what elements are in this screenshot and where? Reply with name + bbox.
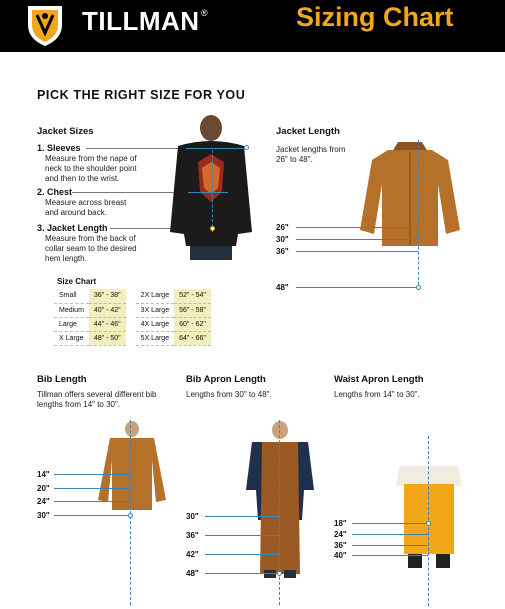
table-gap: [126, 317, 136, 331]
table-row: [54, 289, 211, 303]
bib-length-desc-1: Tillman offers several different bib: [37, 390, 157, 399]
chest-range-cell: 48" - 50": [89, 331, 126, 345]
sleeves-text-1: Measure from the nape of: [45, 154, 137, 163]
bib-apron-line-42: [205, 554, 279, 555]
jacket-line-36: [296, 251, 418, 252]
bib-mark-24: 24": [37, 497, 50, 506]
jacket-sizes-heading: Jacket Sizes: [37, 126, 94, 137]
sleeves-text-2: neck to the shoulder point: [45, 164, 137, 173]
jacket-length-text-1: Measure from the back of: [45, 234, 136, 243]
chest-measure-line: [188, 192, 228, 193]
waist-line-24: [352, 534, 428, 535]
table-row: [54, 331, 211, 345]
table-row: [54, 303, 211, 317]
bib-apron-mark-30: 30": [186, 512, 199, 521]
bib-jacket-image: [96, 420, 168, 512]
size-cell: 3X Large: [136, 303, 174, 317]
bib-apron-mark-48: 48": [186, 569, 199, 578]
sleeves-label: 1. Sleeves: [37, 143, 81, 153]
black-jacket-back-image: [166, 112, 256, 262]
chest-text-2: and around back.: [45, 208, 107, 217]
size-cell: 5X Large: [136, 331, 174, 345]
jacket-line-48: [296, 287, 418, 288]
bib-mark-20: 20": [37, 484, 50, 493]
bib-apron-end-dot: [277, 571, 282, 576]
jacket-length-desc-1: Jacket lengths from: [276, 145, 346, 154]
tillman-logo-icon: [24, 3, 66, 47]
jacket-line-26: [296, 227, 418, 228]
bib-apron-line-48: [205, 573, 279, 574]
chest-text-1: Measure across breast: [45, 198, 127, 207]
bib-apron-heading: Bib Apron Length: [186, 374, 266, 385]
page-title: Sizing Chart: [296, 2, 454, 32]
chest-range-cell: 40" - 42": [89, 303, 126, 317]
waist-line-36: [352, 545, 428, 546]
size-cell: 2X Large: [136, 289, 174, 303]
chest-range-cell: 64" - 66": [174, 331, 211, 345]
jacket-length-desc-2: 26" to 48".: [276, 155, 313, 164]
waist-apron-heading: Waist Apron Length: [334, 374, 424, 385]
bib-line-24: [54, 501, 130, 502]
bib-length-desc-2: lengths from 14" to 30".: [37, 400, 121, 409]
jacket-line-30: [296, 239, 418, 240]
table-row: [54, 317, 211, 331]
registered-mark: ®: [201, 8, 208, 18]
size-cell: 4X Large: [136, 317, 174, 331]
chest-range-cell: 60" - 62": [174, 317, 211, 331]
jacket-mark-48: 48": [276, 283, 289, 292]
waist-mark-40: 40": [334, 551, 347, 560]
waist-apron-desc: Lengths from 14" to 30".: [334, 390, 420, 399]
sleeves-measure-line: [186, 148, 246, 149]
waist-mark-36: 36": [334, 541, 347, 550]
size-cell: Small: [54, 289, 89, 303]
bib-length-end-dot: [128, 513, 133, 518]
waist-mark-24: 24": [334, 530, 347, 539]
waist-apron-end-dot: [426, 521, 431, 526]
size-chart-heading: Size Chart: [57, 277, 97, 286]
bib-line-14: [54, 474, 130, 475]
sleeves-measure-dot: [244, 145, 249, 150]
jacket-length-text-2: collar seam to the desired: [45, 244, 137, 253]
bib-apron-line-30: [205, 516, 279, 517]
size-cell: X Large: [54, 331, 89, 345]
bib-apron-axis: [279, 420, 280, 605]
waist-mark-18: 18": [334, 519, 347, 528]
jacket-mark-30: 30": [276, 235, 289, 244]
size-cell: Medium: [54, 303, 89, 317]
jacket-length-measure-dot: [210, 226, 215, 231]
chest-label: 2. Chest: [37, 187, 73, 197]
jacket-length-label: 3. Jacket Length: [37, 223, 108, 233]
jacket-length-vertical-line: [212, 150, 213, 232]
jacket-length-end-dot: [416, 285, 421, 290]
leather-jacket-image: [358, 138, 462, 250]
bib-line-20: [54, 488, 130, 489]
waist-line-40: [352, 555, 428, 556]
jacket-mark-26: 26": [276, 223, 289, 232]
sleeves-text-3: and then to the wrist.: [45, 174, 120, 183]
jacket-length-axis: [418, 140, 419, 290]
chest-range-cell: 44" - 46": [89, 317, 126, 331]
chest-range-cell: 52" - 54": [174, 289, 211, 303]
bib-mark-30: 30": [37, 511, 50, 520]
bib-length-heading: Bib Length: [37, 374, 87, 385]
brand-name: TILLMAN: [82, 6, 200, 36]
table-gap: [126, 303, 136, 317]
jacket-length-heading: Jacket Length: [276, 126, 340, 137]
size-cell: Large: [54, 317, 89, 331]
chest-range-cell: 56" - 58": [174, 303, 211, 317]
section-title: PICK THE RIGHT SIZE FOR YOU: [37, 88, 246, 102]
bib-mark-14: 14": [37, 470, 50, 479]
jacket-mark-36: 36": [276, 247, 289, 256]
header-bar: [0, 0, 505, 52]
waist-line-18: [352, 523, 428, 524]
chest-range-cell: 36" - 38": [89, 289, 126, 303]
bib-apron-line-36: [205, 535, 279, 536]
bib-apron-mark-42: 42": [186, 550, 199, 559]
table-gap: [126, 331, 136, 345]
bib-apron-image: [244, 420, 316, 580]
bib-apron-desc: Lengths from 30" to 48".: [186, 390, 272, 399]
jacket-length-text-3: hem length.: [45, 254, 87, 263]
bib-apron-mark-36: 36": [186, 531, 199, 540]
bib-line-30: [54, 515, 130, 516]
table-gap: [126, 289, 136, 303]
size-chart-table: [54, 289, 211, 346]
